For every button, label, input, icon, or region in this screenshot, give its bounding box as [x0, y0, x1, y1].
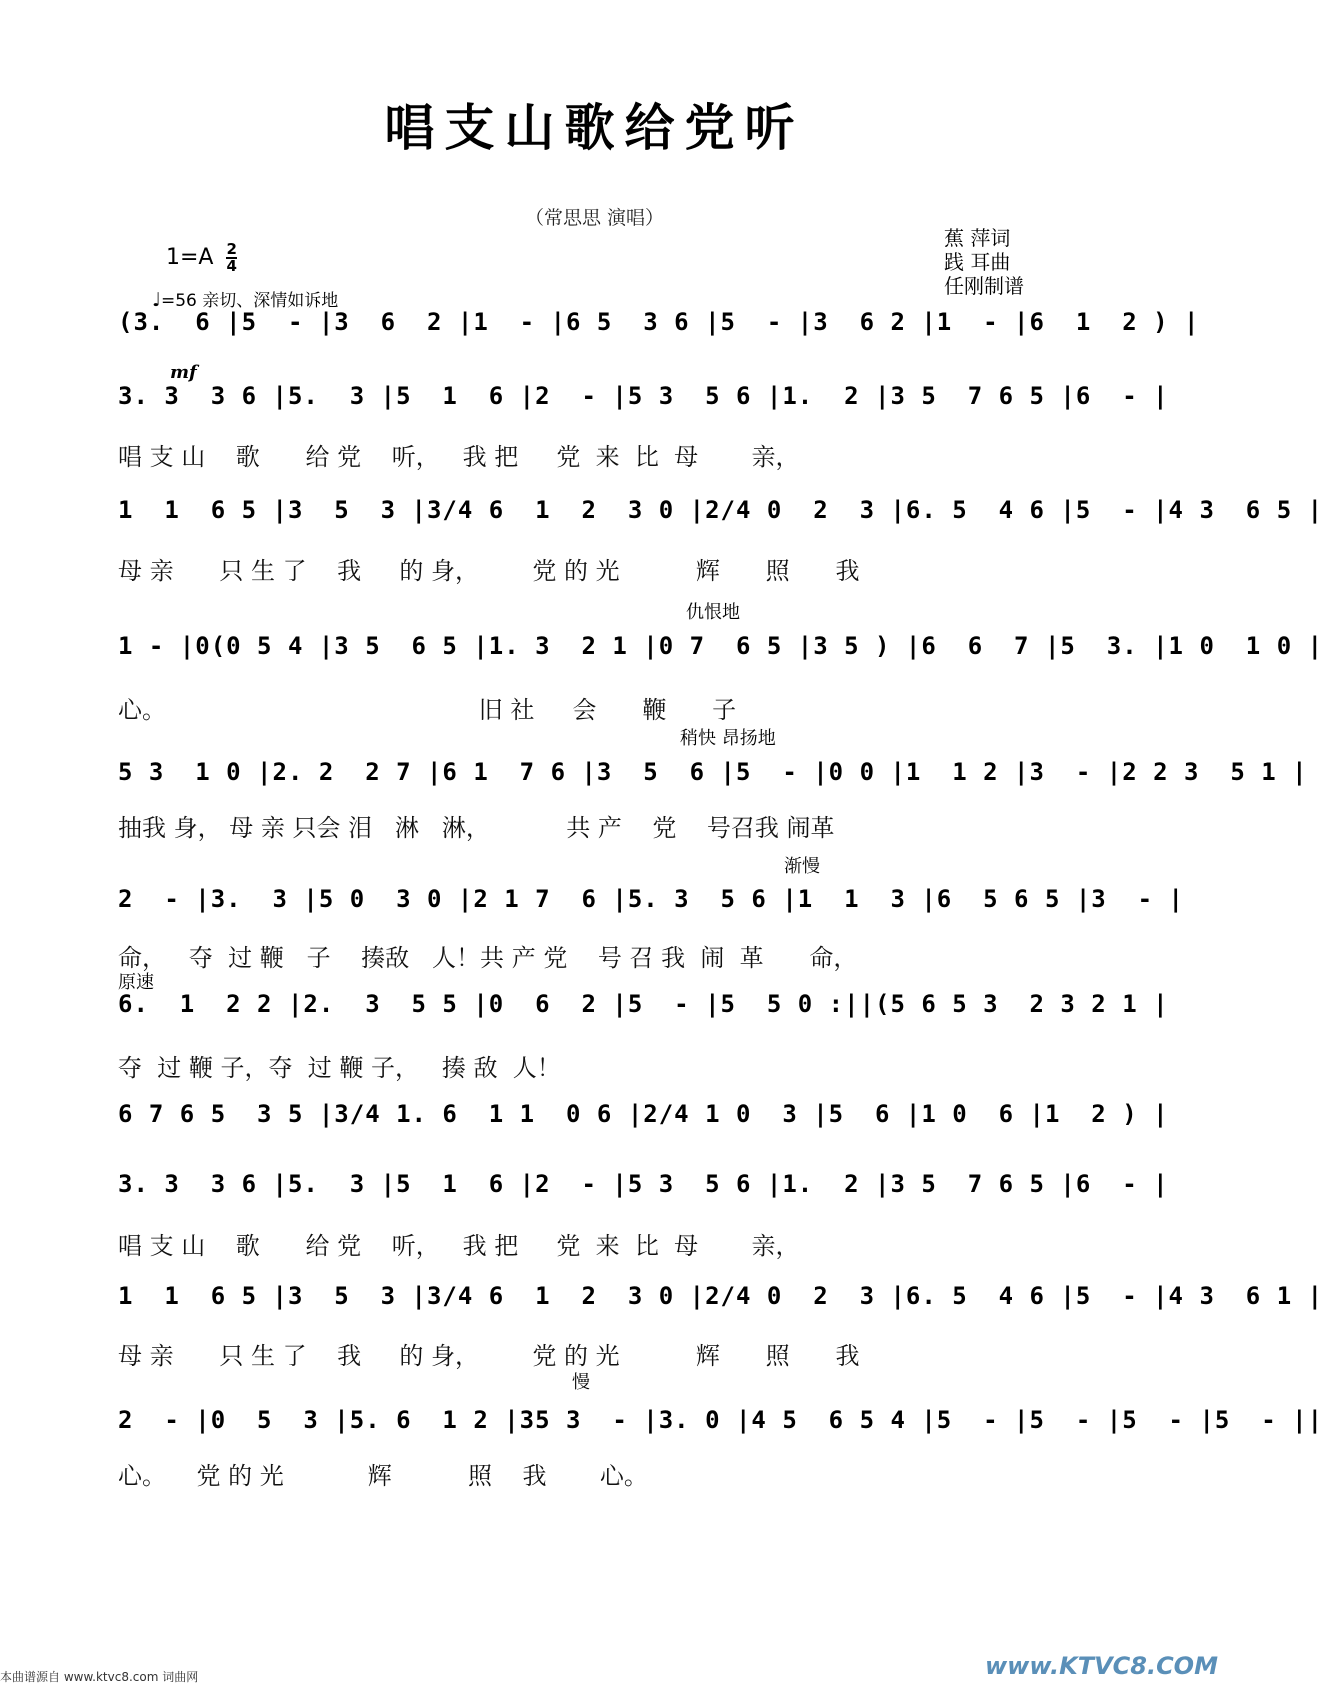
composer-credits [944, 226, 1024, 298]
time-signature [226, 242, 236, 274]
performer-credit: （常思思 演唱） [524, 207, 665, 229]
lyrics-line-5: 抽我 身， 母 亲 只会 泪 淋 淋， 共 产 党 号召我 闹革 [118, 814, 835, 842]
dynamic-mf: mf [170, 362, 197, 383]
engraver-credit: 任刚制谱 [944, 274, 1024, 298]
lyrics-line-7: 夺 过 鞭 子，夺 过 鞭 子， 揍 敌 人！ [118, 1054, 561, 1082]
key-signature [166, 242, 237, 274]
quarter-note-icon: ♩ [152, 289, 161, 311]
notation-system-11: 2 - |0 5 3 |5. 6 1 2 |35 3 - |3. 0 |4 5 6 5 4 |5 - |5 - |5 - |5 - || [118, 1406, 1323, 1434]
notation-system-5: 5 3 1 0 |2. 2 2 7 |6 1 7 6 |3 5 6 |5 - |0 0 |1 1 2 |3 - |2 2 3 5 1 | [118, 758, 1308, 786]
notation-system-8: 6 7 6 5 3 5 |3/4 1. 6 1 1 0 6 |2/4 1 0 3 |5 6 |1 0 6 |1 2 ) | [118, 1100, 1169, 1128]
lyrics-line-4: 心。 旧 社 会 鞭 子 [118, 696, 737, 724]
time-denominator: 4 [226, 257, 237, 275]
tempo-value: =56 [160, 291, 197, 311]
lyrics-line-2: 唱 支 山 歌 给 党 听， 我 把 党 来 比 母 亲， [118, 443, 800, 471]
notation-system-6: 2 - |3. 3 |5 0 3 0 |2 1 7 6 |5. 3 5 6 |1 1 3 |6 5 6 5 |3 - | [118, 885, 1184, 913]
site-watermark: www.KTVC8.COM [985, 1652, 1218, 1680]
mark-jianman: 渐慢 [784, 856, 820, 877]
score-title: 唱支山歌给党听 [384, 98, 805, 157]
notation-system-4: 1 - |0(0 5 4 |3 5 6 5 |1. 3 2 1 |0 7 6 5 |3 5 ) |6 6 7 |5 3. |1 0 1 0 | [118, 632, 1323, 660]
mark-shaokuai: 稍快 昂扬地 [680, 728, 776, 749]
key-label: 1=A [166, 245, 214, 270]
notation-system-9: 3. 3 3 6 |5. 3 |5 1 6 |2 - |5 3 5 6 |1. 2 |3 5 7 6 5 |6 - | [118, 1170, 1169, 1198]
notation-system-1: (3. 6 |5 - |3 6 2 |1 - |6 5 3 6 |5 - |3 6 2 |1 - |6 1 2 ) | [118, 308, 1200, 336]
lyrics-line-11: 心。 党 的 光 辉 照 我 心。 [118, 1462, 648, 1490]
lyricist-credit: 蕉 萍词 [944, 226, 1011, 250]
lyrics-line-6: 命， 夺 过 鞭 子 揍敌 人！共 产 党 号 召 我 闹 革 命， [118, 944, 858, 972]
lyrics-line-10: 母 亲 只 生 了 我 的 身， 党 的 光 辉 照 我 [118, 1342, 860, 1370]
mark-man: 慢 [572, 1372, 590, 1393]
lyrics-line-9: 唱 支 山 歌 给 党 听， 我 把 党 来 比 母 亲， [118, 1232, 800, 1260]
notation-system-7: 6. 1 2 2 |2. 3 5 5 |0 6 2 |5 - |5 5 0 :||(5 6 5 3 2 3 2 1 | [118, 990, 1169, 1018]
expression-text: 亲切、深情如诉地 [202, 291, 339, 311]
lyrics-line-3: 母 亲 只 生 了 我 的 身， 党 的 光 辉 照 我 [118, 557, 860, 585]
composer-credit: 践 耳曲 [944, 250, 1011, 274]
notation-system-2: 3. 3 3 6 |5. 3 |5 1 6 |2 - |5 3 5 6 |1. 2 |3 5 7 6 5 |6 - | [118, 382, 1169, 410]
mark-yuansu: 原速 [118, 972, 154, 993]
notation-system-10: 1 1 6 5 |3 5 3 |3/4 6 1 2 3 0 |2/4 0 2 3 |6. 5 4 6 |5 - |4 3 6 1 | [118, 1282, 1323, 1310]
source-footer: 本曲谱源自 www.ktvc8.com 词曲网 [0, 1670, 199, 1684]
mark-choulei: 仇恨地 [686, 602, 740, 623]
notation-system-3: 1 1 6 5 |3 5 3 |3/4 6 1 2 3 0 |2/4 0 2 3 |6. 5 4 6 |5 - |4 3 6 5 | [118, 496, 1323, 524]
time-numerator: 2 [226, 240, 237, 258]
